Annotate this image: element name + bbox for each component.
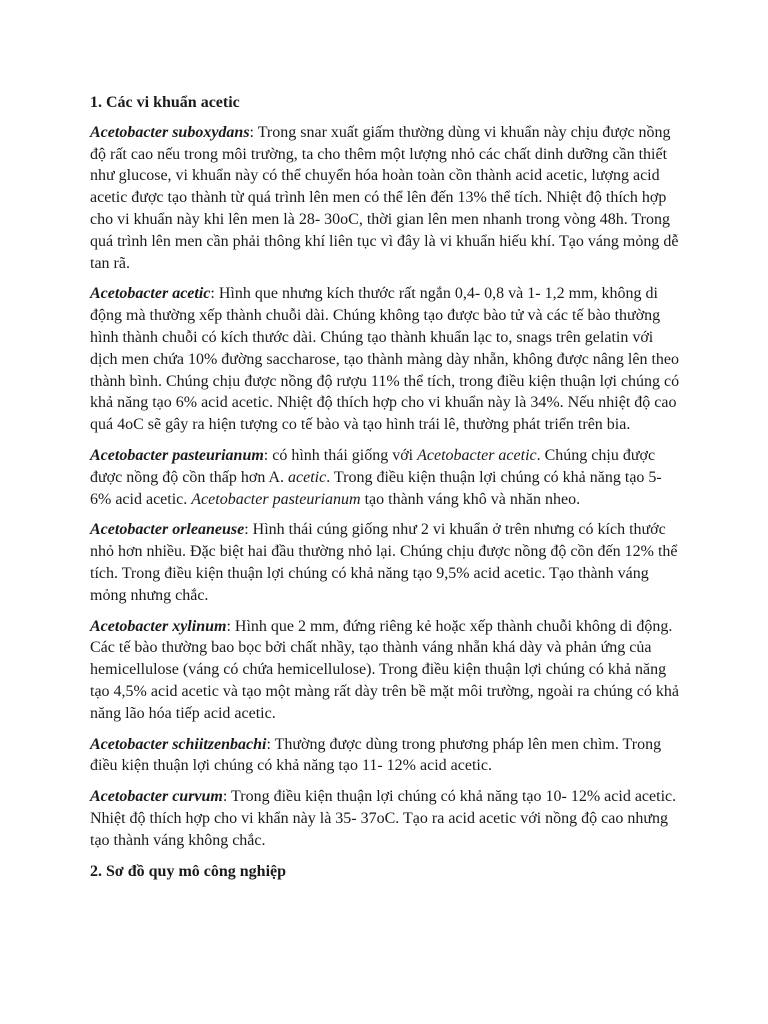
section-heading-industrial-scheme: 2. Sơ đồ quy mô công nghiệp: [90, 862, 287, 880]
species-name: Acetobacter xylinum: [90, 617, 227, 635]
species-name: Acetobacter schiitzenbachi: [90, 735, 267, 753]
paragraph-xylinum: [90, 616, 684, 725]
paragraph-suboxydans: [90, 122, 684, 275]
paragraph-text: : Hình que 2 mm, đứng riêng kẻ hoặc xếp thành chuỗi không di động. Các tế bào thường bao bọc bởi chất nhầy, tạo thành váng nhẵn khá dày và phản ứng của hemicellulose (váng có chứa hemicellulose). Trong điều kiện thuận lợi chúng có khả năng tạo 4,5% acid acetic và tạo một màng rất dày trên bề mặt môi trường, ngoài ra chúng có khả năng lão hóa tiếp acid acetic.: [90, 617, 679, 722]
paragraph-text: : có hình thái giống với: [263, 446, 418, 464]
paragraph-text: : Trong snar xuất giấm thường dùng vi khuẩn này chịu được nồng độ rất cao nếu trong môi trường, ta cho thêm một lượng nhỏ các chất dinh dưỡng cần thiết như glucose, vi khuẩn này có thể chuyển hóa hoàn toàn cồn thành acid acetic, lượng acid acetic được tạo thành từ quá trình lên men có thể lên đến 13% thể tích. Nhiệt độ thích hợp cho vi khuẩn này khi lên men là 28- 30oC, thời gian lên men nhanh trong vòng 48h. Trong quá trình lên men cần phải thông khí liên tục vì đây là vi khuẩn hiếu khí. Tạo váng mỏng dễ tan rã.: [90, 123, 679, 272]
paragraph-text: : Thường được dùng trong phương pháp lên men chìm. Trong điều kiện thuận lợi chúng có khả năng tạo 11- 12% acid acetic.: [90, 735, 662, 775]
paragraph-text: : Hình thái cúng giống như 2 vi khuẩn ở trên nhưng có kích thước nhỏ hơn nhiều. Đặc biệt hai đầu thường nhỏ lại. Chúng chịu được nồng độ cồn đến 12% thể tích. Trong điều kiện thuận lợi chúng có khả năng tạo 9,5% acid acetic. Tạo thành váng mỏng nhưng chắc.: [90, 521, 678, 604]
paragraph-text: : Hình que nhưng kích thước rất ngắn 0,4- 0,8 và 1- 1,2 mm, không di động mà thường xếp thành chuỗi dài. Chúng không tạo được bào tử và các tế bào thường hình thành chuỗi có kích thước dài. Chúng tạo thành khuẩn lạc to, snags trên gelatin với dịch men chứa 10% đường saccharose, tạo thành màng dày nhẵn, không được nâng lên theo thành bình. Chúng chịu được nồng độ rượu 11% thể tích, trong điều kiện thuận lợi chúng có khả năng tạo 6% acid acetic. Nhiệt độ thích hợp cho vi khuẩn này là 34%. Nếu nhiệt độ cao quá 4oC sẽ gây ra hiện tượng co tế bào và tạo hình trái lê, thường phát triển trên bia.: [90, 285, 680, 434]
italic-species-ref: acetic: [288, 468, 327, 486]
paragraph-pasteurianum: [90, 445, 684, 510]
paragraph-text: : Trong điều kiện thuận lợi chúng có khả năng tạo 10- 12% acid acetic. Nhiệt độ thích hợp cho vi khẩn này là 35- 37oC. Tạo ra acid acetic với nồng độ cao nhưng tạo thành váng không chắc.: [90, 788, 677, 849]
species-name: Acetobacter pasteurianum: [90, 446, 264, 464]
paragraph-acetic: [90, 283, 684, 436]
species-name: Acetobacter acetic: [90, 285, 211, 303]
italic-species-ref: Acetobacter pasteurianum: [191, 490, 361, 508]
species-name: Acetobacter curvum: [90, 788, 223, 806]
document-page: [90, 92, 684, 890]
paragraph-schiitzenbachi: [90, 734, 684, 778]
species-name: Acetobacter suboxydans: [90, 123, 250, 141]
paragraph-text: . Chúng chịu được được nồng độ cồn thấp hơn A.: [90, 446, 656, 486]
paragraph-text: . Trong điều kiện thuận lợi chúng có khả năng tạo 5- 6% acid acetic.: [90, 468, 662, 508]
paragraph-curvum: [90, 786, 684, 851]
species-name: Acetobacter orleaneuse: [90, 521, 245, 539]
paragraph-text: tạo thành váng khô và nhăn nheo.: [360, 490, 581, 508]
italic-species-ref: Acetobacter acetic: [417, 446, 537, 464]
section-heading-acetic-bacteria: 1. Các vi khuẩn acetic: [90, 94, 240, 111]
paragraph-orleaneuse: [90, 519, 684, 606]
